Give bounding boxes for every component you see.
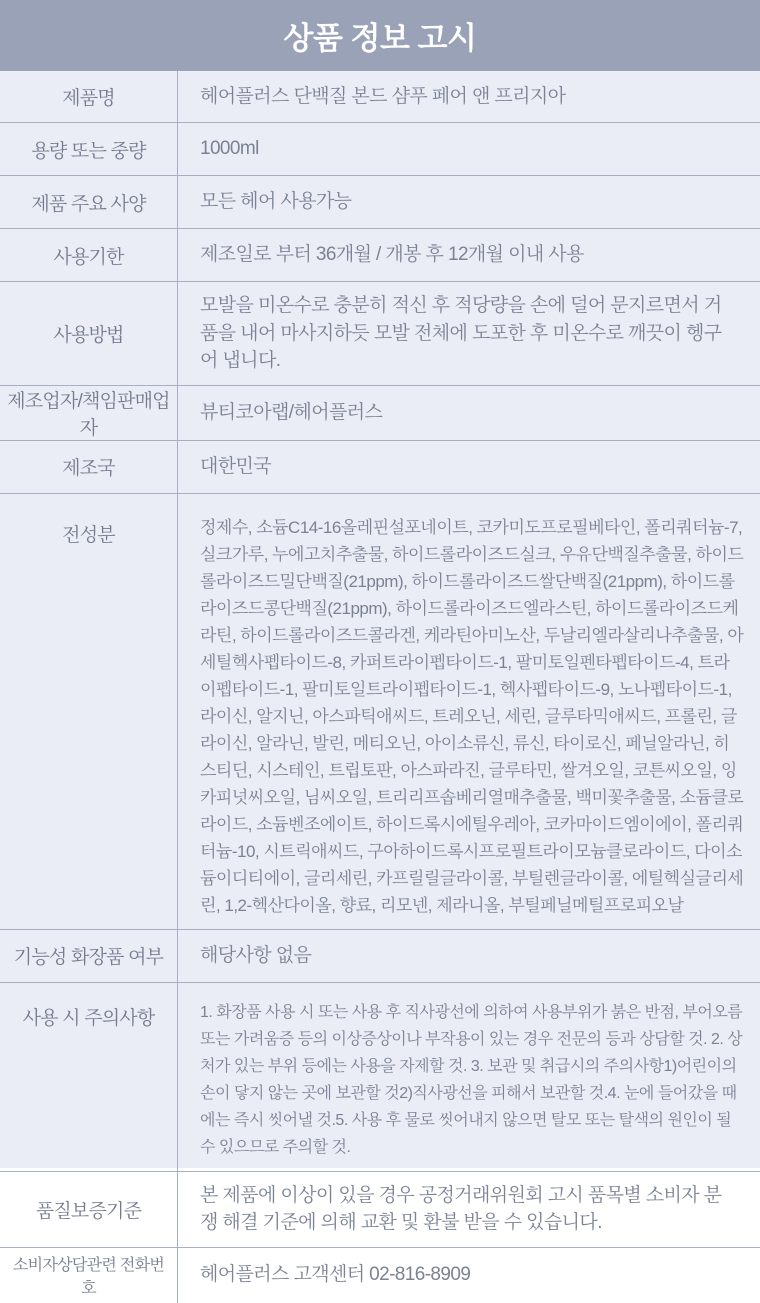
table-row-volume [0, 122, 760, 175]
table-row-cautions [0, 982, 760, 1171]
row-label: 제조업자/책임판매업자 [0, 386, 178, 440]
table-row-country [0, 440, 760, 493]
table-row-ingredients [0, 493, 760, 929]
page-title-bar [0, 0, 760, 71]
row-label: 전성분 [0, 494, 178, 929]
row-label: 사용방법 [0, 282, 178, 385]
row-value: 1. 화장품 사용 시 또는 사용 후 직사광선에 의하여 사용부위가 붉은 반점, 부어오름 또는 가려움증 등의 이상증상이나 부작용이 있는 경우 전문의 등과 상담할 것. 2. 상처가 있는 부위 등에는 사용을 자제할 것. 3. 보관 및 취급시의 주의사항1)어린이의 손이 닿지 않는 곳에 보관할 것2)직사광선을 피해서 보관할 것.4. 눈에 들어갔을 때에는 즉시 씻어낼 것.5. 사용 후 물로 씻어내지 않으면 탈모 또는 탈색의 원인이 될 수 있으므로 주의할 것. [200, 1003, 743, 1156]
row-label: 기능성 화장품 여부 [0, 930, 178, 982]
table-row-main-spec [0, 175, 760, 228]
row-label: 사용 시 주의사항 [0, 983, 178, 1171]
row-label: 소비자상담관련 전화번호 [0, 1248, 178, 1303]
row-value: 제조일로 부터 36개월 / 개봉 후 12개월 이내 사용 [200, 244, 584, 266]
row-label: 제조국 [0, 441, 178, 493]
row-value: 헤어플러스 고객센터 02-816-8909 [200, 1264, 471, 1286]
table-row-usage [0, 281, 760, 385]
row-value: 해당사항 없음 [200, 944, 312, 966]
row-value: 대한민국 [200, 455, 272, 477]
row-label: 제품명 [0, 71, 178, 122]
row-value: 모발을 미온수로 충분히 적신 후 적당량을 손에 덜어 문지르면서 거품을 내어 마사지하듯 모발 전체에 도포한 후 미온수로 깨끗이 헹구어 냅니다. [200, 295, 722, 372]
row-label: 사용기한 [0, 229, 178, 281]
row-label: 품질보증기준 [0, 1172, 178, 1247]
table-row-warranty [0, 1171, 760, 1247]
page-title: 상품 정보 고시 [283, 21, 477, 56]
table-row-expiration [0, 228, 760, 281]
spec-table [0, 71, 760, 1303]
row-label: 제품 주요 사양 [0, 176, 178, 228]
table-row-functional-cosmetic [0, 929, 760, 982]
table-row-product-name [0, 71, 760, 122]
row-value: 1000ml [200, 138, 259, 160]
row-value: 뷰티코아랩/헤어플러스 [200, 401, 383, 423]
table-row-customer-service [0, 1247, 760, 1303]
row-value: 헤어플러스 단백질 본드 샴푸 페어 앤 프리지아 [200, 85, 566, 107]
table-row-manufacturer [0, 385, 760, 440]
row-value: 정제수, 소듐C14-16올레핀설포네이트, 코카미도프로필베타인, 폴리쿼터늄-7, 실크가루, 누에고치추출물, 하이드롤라이즈드실크, 우유단백질추출물, 하이드롤라이즈드밀단백질(21ppm), 하이드롤라이즈드쌀단백질(21ppm), 하이드롤라이즈드콩단백질(21ppm), 하이드롤라이즈드엘라스틴, 하이드롤라이즈드케라틴, 하이드롤라이즈드콜라겐, 케라틴아미노산, 두날리엘라살리나추출물, 아세틸헥사펩타이드-8, 카퍼트라이펩타이드-1, 팔미토일펜타펩타이드-4, 트라이펩타이드-1, 팔미토일트라이펩타이드-1, 헥사펩타이드-9, 노나펩타이드-1, 라이신, 알지닌, 아스파틱애씨드, 트레오닌, 세린, 글루타믹애씨드, 프롤린, 글라이신, 알라닌, 발린, 메티오닌, 아이소류신, 류신, 타이로신, 페닐알라닌, 히스티딘, 시스테인, 트립토판, 아스파라진, 글루타민, 쌀겨오일, 코튼씨오일, 잉카피넛씨오일, 님씨오일, 트리리프솝베리열매추출물, 백미꽃추출물, 소듐클로라이드, 소듐벤조에이트, 하이드록시에틸우레아, 코카마이드엠이에이, 폴리쿼터늄-10, 시트릭애씨드, 구아하이드록시프로필트라이모늄클로라이드, 다이소듐이디티에이, 글리세린, 카프릴릴글라이콜, 부틸렌글라이콜, 에틸헥실글리세린, 1,2-헥산다이올, 향료, 리모넨, 제라니올, 부틸페닐메틸프로피오날 [200, 517, 744, 915]
row-value: 모든 헤어 사용가능 [200, 191, 352, 213]
row-value: 본 제품에 이상이 있을 경우 공정거래위원회 고시 품목별 소비자 분쟁 해결 기준에 의해 교환 및 환불 받을 수 있습니다. [200, 1184, 722, 1234]
row-label: 용량 또는 중량 [0, 123, 178, 175]
